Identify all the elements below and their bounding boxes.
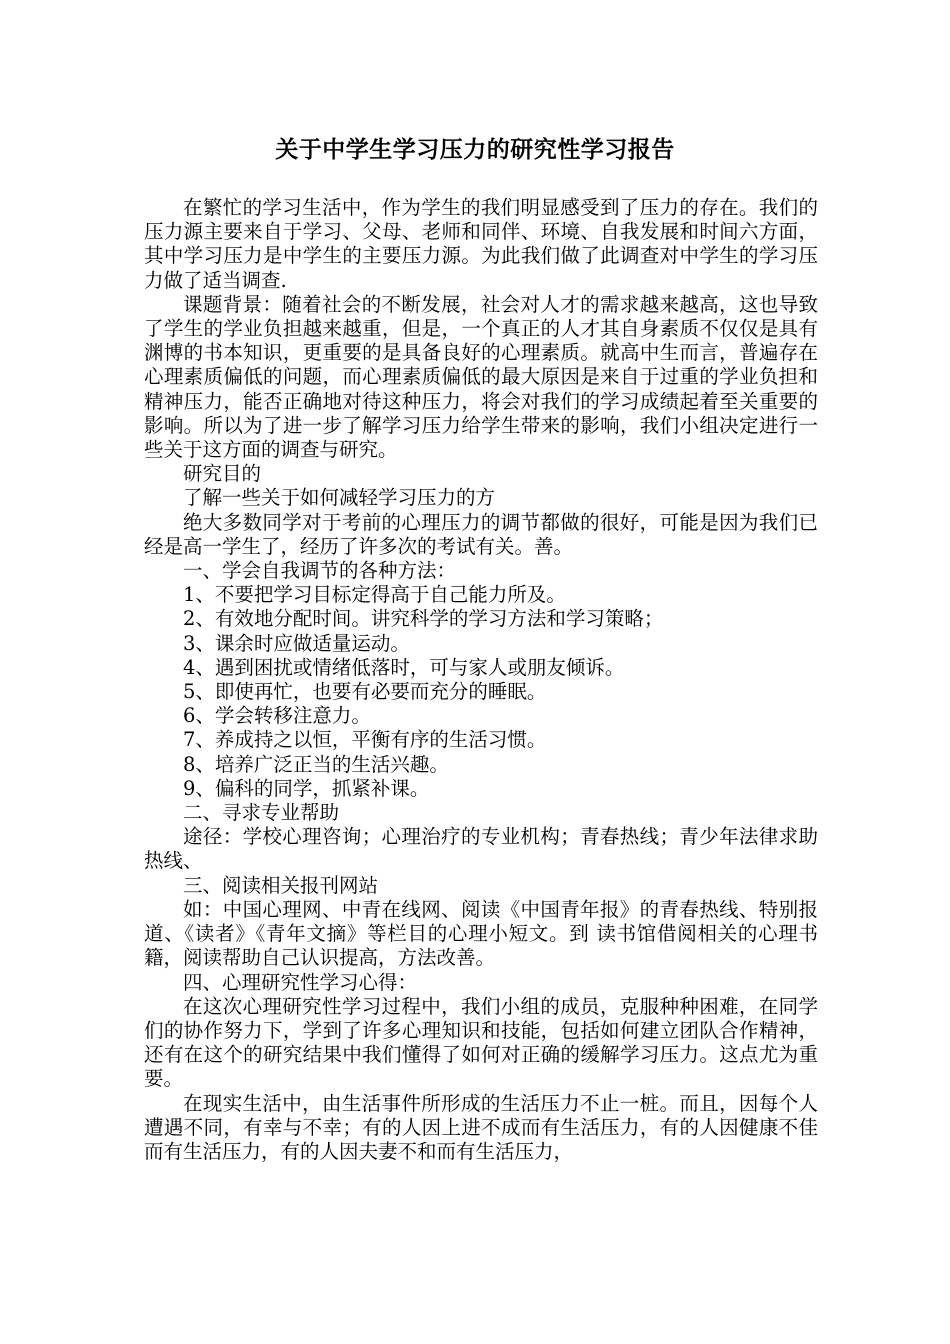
list-item: 7、养成持之以恒，平衡有序的生活习惯。 — [183, 728, 547, 752]
list-item: 4、遇到困扰或情绪低落时，可与家人或朋友倾诉。 — [183, 655, 625, 679]
document-title: 关于中学生学习压力的研究性学习报告 — [275, 136, 675, 163]
section-heading-reading: 三、阅读相关报刊网站 — [183, 873, 379, 897]
section-heading-reflection: 四、心理研究性学习心得： — [183, 970, 418, 994]
list-item: 1、不要把学习目标定得高于自己能力所及。 — [183, 583, 566, 607]
paragraph-intro: 在繁忙的学习生活中，作为学生的我们明显感受到了压力的存在。我们的压力源主要来自于学习、父母、老师和同伴、环境、自我发展和时间六方面，其中学习压力是中学生的主要压力源。为此我们做了此调查对中学生的学习压力做了适当调查. — [144, 196, 818, 292]
list-item: 5、即使再忙，也要有必要而充分的睡眠。 — [183, 680, 547, 704]
section-heading-self-adjust: 一、学会自我调节的各种方法： — [183, 559, 457, 583]
paragraph-exam-adjustment: 绝大多数同学对于考前的心理压力的调节都做的很好，可能是因为我们已经是高一学生了，经历了许多次的考试有关。善。 — [144, 510, 818, 558]
list-item: 6、学会转移注意力。 — [183, 704, 371, 728]
paragraph-purpose-heading: 研究目的 — [183, 462, 262, 486]
section-heading-professional-help: 二、寻求专业帮助 — [183, 801, 340, 825]
paragraph-purpose: 了解一些关于如何减轻学习压力的方 — [183, 486, 496, 510]
paragraph-reading-sources: 如：中国心理网、中青在线网、阅读《中国青年报》的青春热线、特别报道、《读者》《青年文摘》等栏目的心理小短文。到 读书馆借阅相关的心理书籍，阅读帮助自己认识提高，方法改善。 — [144, 897, 818, 970]
paragraph-life-pressure: 在现实生活中，由生活事件所形成的生活压力不止一桩。而且，因每个人遭遇不同，有幸与不幸；有的人因上进不成而有生活压力，有的人因健康不佳而有生活压力，有的人因夫妻不和而有生活压力， — [144, 1091, 818, 1163]
document-body — [144, 196, 818, 1164]
paragraph-reflection: 在这次心理研究性学习过程中，我们小组的成员，克服种种困难，在同学们的协作努力下，学到了许多心理知识和技能，包括如何建立团队合作精神，还有在这个的研究结果中我们懂得了如何对正确的缓解学习压力。这点尤为重要。 — [144, 994, 818, 1091]
list-item: 3、课余时应做适量运动。 — [183, 631, 410, 655]
paragraph-background: 课题背景：随着社会的不断发展，社会对人才的需求越来越高，这也导致了学生的学业负担越来越重，但是，一个真正的人才其自身素质不仅仅是具有渊博的书本知识，更重要的是具备良好的心理素质。就高中生而言，普遍存在心理素质偏低的问题，而心理素质偏低的最大原因是来自于过重的学业负担和精神压力，能否正确地对待这种压力，将会对我们的学习成绩起着至关重要的影响。所以为了进一步了解学习压力给学生带来的影响，我们小组决定进行一些关于这方面的调查与研究。 — [144, 292, 818, 462]
list-item: 9、偏科的同学，抓紧补课。 — [183, 776, 430, 800]
paragraph-help-channels: 途径：学校心理咨询；心理治疗的专业机构；青春热线；青少年法律求助热线、 — [144, 825, 818, 873]
list-item: 8、培养广泛正当的生活兴趣。 — [183, 752, 449, 776]
list-item: 2、有效地分配时间。讲究科学的学习方法和学习策略； — [183, 607, 664, 631]
